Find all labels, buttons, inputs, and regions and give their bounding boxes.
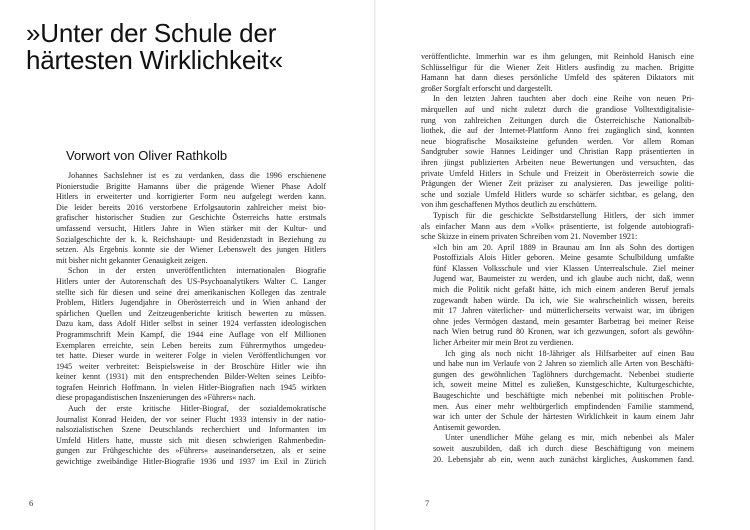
text-line: Hamann hat dann dieses persönliche Umfeld des späteren Diktators mit bbox=[421, 73, 694, 83]
text-line: ich, soweit meine Mittel es zuließen, Kunstgeschichte, Kulturgeschichte, bbox=[433, 380, 694, 390]
text-line: Dazu kam, dass Adolf Hitler selbst in seiner 1924 verfassten ideologischen bbox=[56, 319, 326, 329]
text-line: 1945 weiter verbreitet: Beispielsweise in der Broschüre Hitler wie ihn bbox=[56, 361, 326, 371]
text-line: licher Arbeiter mir mein Brot zu verdienen. bbox=[433, 338, 574, 348]
text-line: veröffentlichte. Immerhin war es ihm gelungen, mit Reinhold Hanisch eine bbox=[421, 52, 694, 61]
text-line: tografen Heinrich Hoffmann. In vielen Hitler-Biografien nach 1945 wirkten bbox=[56, 382, 326, 392]
text-line: soweit auszubilden, daß ich durch diese Beschäftigung von meinem bbox=[433, 443, 694, 453]
text-line: stellte sich für diesen und seine drei amerikanischen Kollegen das zentrale bbox=[56, 287, 326, 297]
text-line: men. Aus einer mehr weltbürgerlich empfindenden Familie stammend, bbox=[433, 401, 694, 411]
text-line: Unter unendlicher Mühe gelang es mir, mich nebenbei als Maler bbox=[445, 433, 694, 443]
chapter-title bbox=[26, 20, 366, 74]
text-line: sche Skizze in einem privaten Schreiben vom 21. November 1921: bbox=[421, 232, 638, 242]
text-line: war ich unter der Schule der härtesten Wirklichkeit in kaum einem Jahr bbox=[433, 412, 694, 422]
text-line: spärlichen Quellen und Zeitzeugenberichte kritisch bewerten zu müssen. bbox=[56, 308, 326, 318]
text-line: Typisch für die geschickte Selbstdarstellung Hitlers, der sich immer bbox=[433, 210, 694, 220]
text-line: mit 17 Jahren väterlicher- und mütterlicherseits verwaist war, im übrigen bbox=[433, 306, 694, 316]
text-line: Hitlers unter der Autorenschaft des US-Psychoanalytikers Walter C. Langer bbox=[56, 276, 326, 286]
text-line: rung von zahlreichen Zeitungen durch die Österreichische Nationalbib- bbox=[421, 115, 694, 125]
text-line: nach Wien betrug rund 80 Kronen, war ich gezwungen, sofort als gewöhn- bbox=[433, 327, 694, 337]
text-line: Jugend war, Baumeister zu werden, und ich glaube auch nicht, daß, wenn bbox=[433, 274, 694, 284]
text-line: diese propagandistischen Inszenierungen des »Führers« nach. bbox=[56, 393, 256, 403]
text-line: ihren jüngst publizierten Arbeiten neue Bewertungen und versuchten, das bbox=[421, 157, 694, 167]
text-line: Ich ging als noch nicht 18-Jähriger als Hilfsarbeiter auf einen Bau bbox=[445, 348, 694, 358]
text-line: Schon in der ersten unveröffentlichten internationalen Biografie bbox=[68, 266, 326, 276]
text-line: keiner kennt (1931) mit den entsprechenden Bilder-Welten seines Leibfo- bbox=[56, 372, 326, 382]
text-line: von ihm geschaffenen Mythos deutlich zu erschüttern. bbox=[421, 200, 597, 210]
text-line: liothek, die auf der Internet-Plattform Anno frei zugänglich sind, konnten bbox=[421, 126, 694, 136]
text-line: märquellen auf und nicht zuletzt durch die grandiose Volltextdigitalisie- bbox=[421, 104, 694, 114]
text-line: Hitlers in erweiterter und korrigierter Form neu aufgelegt werden kann. bbox=[56, 192, 326, 202]
text-line: umfassend versucht, Hitlers Jahre in Wien stärker mit der Kultur- und bbox=[56, 223, 326, 233]
text-line: nalsozialistischen Szene Deutschlands recherchiert und Informanten im bbox=[56, 425, 326, 435]
text-line: Problem, Hitlers Jugendjahre in Oberösterreich und in Wien anhand der bbox=[56, 298, 326, 308]
text-line: Die leider bereits 2016 verstorbene Erfolgsautorin zahlreicher meist bio- bbox=[56, 202, 326, 212]
text-line: grafischer historischer Studien zur Geschichte Österreichs hatte erstmals bbox=[56, 213, 326, 223]
page-number-right: 7 bbox=[425, 498, 430, 508]
text-line: In den letzten Jahren tauchten aber doch eine Reihe von neuen Pri- bbox=[433, 94, 694, 104]
text-line: »Ich bin am 20. April 1889 in Braunau am Inn als Sohn des dortigen bbox=[433, 242, 694, 252]
text-line: als einfacher Mann aus dem »Volk« präsentierte, ist folgende autobiografi- bbox=[421, 221, 694, 231]
text-line: mit bisher nicht gekannter Genauigkeit zeigen. bbox=[56, 255, 208, 265]
text-line: gungen des gewöhnlichen Taglöhners durchgemacht. Nebenbei studierte bbox=[433, 369, 694, 379]
text-line: Pionierstudie Brigitte Hamanns über die prägende Wiener Phase Adolf bbox=[56, 181, 326, 191]
text-line: tet hatte. Dieser wurde in weiterer Folge in vielen Veröffentlichungen vor bbox=[56, 351, 326, 361]
text-line: Auch der erste kritische Hitler-Biograf, der sozialdemokratische bbox=[68, 404, 326, 414]
text-line: Baugeschichte und beschäftigte mich nebenbei mit politischen Proble- bbox=[433, 391, 694, 400]
text-line: Umfeld Hitlers hatte, musste sich mit diesen schwierigen Rahmenbedin- bbox=[56, 435, 326, 445]
text-line: fünf Klassen Volksschule und vier Klassen Unterrealschule. Ziel meiner bbox=[433, 263, 694, 273]
text-line: Sozialgeschichte der k. k. Reichshaupt- und Residenzstadt in Beziehung zu bbox=[56, 234, 326, 244]
text-line: Antisemit geworden. bbox=[433, 422, 501, 432]
page-number-left: 6 bbox=[29, 498, 34, 508]
text-line: mich die Politik nicht gefaßt hätte, ich mich einem anderen Beruf jemals bbox=[433, 285, 694, 295]
right-body-text bbox=[421, 52, 694, 465]
text-line: sche und soziale Umfeld Hitlers wurde so schärfer sichtbar, es gelang, den bbox=[421, 189, 694, 199]
chapter-title-line: härtesten Wirklichkeit« bbox=[26, 45, 283, 75]
text-line: gungen zur Frühgeschichte des »Führers« auseinandersetzen, als er seine bbox=[56, 446, 326, 456]
text-line: Programmschrift Mein Kampf, die 1944 eine Auflage von elf Millionen bbox=[56, 329, 326, 339]
right-page bbox=[376, 0, 750, 530]
text-line: private Umfeld Hitlers in Schule und Freizeit in Oberösterreich sowie die bbox=[421, 168, 694, 178]
text-line: setzen. Als Ergebnis konnte sie der Wiener Lebenswelt des jungen Hitlers bbox=[56, 245, 326, 255]
text-line: Exemplaren erreichte, sein Leben bereits zum Führermythos umgedeu- bbox=[56, 340, 326, 350]
text-line: Prägungen der Wiener Zeit präziser zu analysieren. Das jeweilige politi- bbox=[421, 179, 694, 189]
text-line: Schlüsselfigur für die Wiener Zeit Hitlers ausfindig zu machen. Brigitte bbox=[421, 62, 694, 72]
text-line: und habe nun im Verlaufe von 2 Jahren so ziemlich alle Arten von Beschäfti- bbox=[433, 359, 694, 369]
foreword-author-heading: Vorwort von Oliver Rathkolb bbox=[66, 148, 228, 163]
text-line: ohne jedes Vermögen dastand, mein gesamter Barbetrag bei meiner Reise bbox=[433, 316, 694, 326]
text-line: gewichtige zweibändige Hitler-Biografie 1936 und 1937 im Exil in Zürich bbox=[56, 457, 326, 467]
text-line: Sandgruber sowie Hannes Leidinger und Christian Rapp präsentierten in bbox=[421, 147, 694, 157]
text-line: Postoffizials Alois Hitler geboren. Meine gesamte Schulbildung umfaßte bbox=[433, 253, 694, 263]
left-page bbox=[0, 0, 374, 530]
text-line: Johannes Sachslehner ist es zu verdanken, dass die 1996 erschienene bbox=[68, 171, 326, 180]
text-line: neue biografische Mosaiksteine gefunden werden. Vor allem Roman bbox=[421, 136, 694, 146]
text-line: zugewandt haben würde. Da ich, wie Sie wahrscheinlich wissen, bereits bbox=[433, 295, 694, 305]
chapter-title-line: »Unter der Schule der bbox=[26, 18, 277, 48]
text-line: großer Sorgfalt erforscht und dargestellt. bbox=[421, 83, 553, 93]
text-line: 20. Lebensjahr ab ein, wenn auch zunächst kärgliches, Auskommen fand. bbox=[433, 454, 694, 464]
text-line: Journalist Konrad Heiden, der vor seiner Flucht 1933 intensiv in der natio- bbox=[56, 414, 326, 424]
left-body-text bbox=[56, 171, 326, 468]
